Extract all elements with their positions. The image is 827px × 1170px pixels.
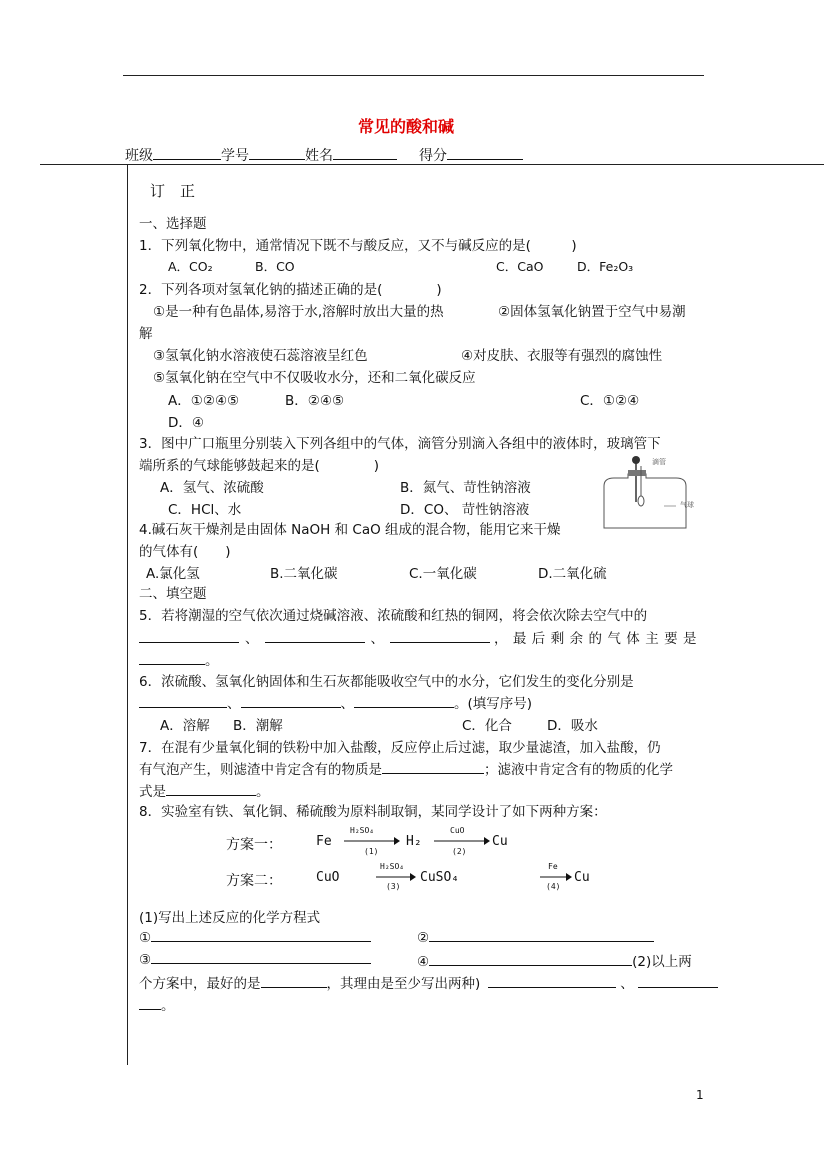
- header-fields: [125, 145, 523, 165]
- scheme-2-mid: CuSO₄: [420, 870, 460, 885]
- q8-reason-blank-2-cont[interactable]: [139, 996, 161, 1010]
- id-label: 学号: [221, 148, 249, 164]
- q8-part-1: (1)写出上述反应的化学方程式: [139, 910, 321, 926]
- q4-option-d: D.二氧化硫: [538, 566, 607, 582]
- q6-blank-1[interactable]: [139, 694, 227, 708]
- q8-reason-blank-2[interactable]: [638, 974, 718, 988]
- q4-line-1: 4.碱石灰干燥剂是由固体 NaOH 和 CaO 组成的混合物，能用它来干燥: [139, 522, 561, 538]
- page-title: 常见的酸和碱: [358, 117, 455, 136]
- q2-statement-5: ⑤氢氧化钠在空气中不仅吸收水分，还和二氧化碳反应: [153, 370, 476, 386]
- q3-option-b: B．氮气、苛性钠溶液: [400, 480, 531, 496]
- scheme-1-step-1: (1): [364, 847, 379, 856]
- scheme-1-step-2: (2): [452, 847, 467, 856]
- scheme-1-mid: H₂: [406, 834, 422, 849]
- q2-statement-2: ②固体氢氧化钠置于空气中易潮: [498, 304, 686, 320]
- q6-blank-3[interactable]: [354, 694, 454, 708]
- sidebar-note: 订 正: [150, 182, 196, 200]
- top-rule: [123, 75, 704, 76]
- q5-line-1: 5．若将潮湿的空气依次通过烧碱溶液、浓硫酸和红热的铜网，将会依次除去空气中的: [139, 608, 648, 624]
- q1-option-c: C．CaO: [496, 259, 544, 274]
- scheme-1-arrow-2: [434, 836, 490, 846]
- name-label: 姓名: [305, 148, 333, 164]
- q4-option-a: A.氯化氢: [146, 566, 200, 582]
- scheme-2-reagent-1: H₂SO₄: [380, 862, 405, 871]
- q8-part-2: (2)以上两: [632, 954, 692, 970]
- q8-equation-row-1b: [417, 928, 654, 946]
- q3-apparatus-figure: [598, 452, 698, 532]
- q4-line-2: 的气体有( ): [139, 544, 231, 560]
- q7-line-1: 7．在混有少量氧化铜的铁粉中加入盐酸，反应停止后过滤，取少量滤渣，加入盐酸，仍: [139, 740, 661, 756]
- scheme-2-arrow-1: [376, 872, 416, 882]
- q5-blank-4[interactable]: [139, 651, 205, 665]
- q5-blank-2[interactable]: [265, 629, 365, 643]
- eq-blank-4[interactable]: [429, 952, 632, 966]
- q6-blank-2[interactable]: [241, 694, 341, 708]
- q2-stem: 2．下列各项对氢氧化钠的描述正确的是( ): [139, 282, 442, 298]
- q7-line-3: [139, 780, 270, 800]
- scheme-2: [226, 860, 606, 892]
- q7-line-3-text: 式是: [139, 784, 166, 800]
- q8-stem: 8．实验室有铁、氧化铜、稀硫酸为原料制取铜，某同学设计了如下两种方案：: [139, 804, 607, 820]
- q7-end: 。: [256, 784, 270, 800]
- scheme-1: [226, 826, 606, 858]
- section-heading-choice: 一、选择题: [139, 216, 207, 232]
- q4-option-b: B.二氧化碳: [270, 566, 338, 582]
- q5-line-2-tail: ，最后剩余的气体主要是: [494, 631, 702, 647]
- q6-option-d: D．吸水: [547, 718, 598, 734]
- q7-line-2-text: 有气泡产生，则滤渣中肯定含有的物质是: [139, 762, 382, 778]
- q6-option-c: C．化合: [462, 718, 512, 734]
- q6-hint: 。(填写序号): [454, 696, 533, 712]
- q6-line-2: [139, 692, 532, 712]
- q1-option-b: B．CO: [255, 259, 295, 274]
- q8-end: 。: [161, 998, 175, 1014]
- q2-statement-2-cont: 解: [139, 326, 153, 342]
- q8-equation-row-1: [139, 928, 371, 946]
- class-blank[interactable]: [153, 146, 221, 160]
- scheme-1-reagent-2: CuO: [450, 826, 465, 835]
- q6-sep-1: 、: [227, 696, 241, 712]
- q7-line-2: [139, 758, 673, 778]
- q6-option-a: A．溶解: [160, 718, 210, 734]
- q8-equation-row-2b: [417, 950, 692, 970]
- eq-marker-4: ④: [417, 954, 430, 970]
- q3-figure-label-balloon: 气球: [680, 501, 694, 509]
- q5-sep-1: 、: [245, 631, 259, 647]
- scheme-2-step-2: (4): [546, 882, 561, 891]
- eq-marker-2: ②: [417, 930, 430, 946]
- eq-blank-1[interactable]: [151, 928, 371, 942]
- eq-blank-2[interactable]: [429, 928, 654, 942]
- q7-blank-2[interactable]: [166, 782, 256, 796]
- name-blank[interactable]: [333, 146, 397, 160]
- q2-option-d: D．④: [168, 415, 204, 431]
- class-label: 班级: [125, 148, 153, 164]
- score-label: 得分: [419, 148, 447, 164]
- q3-option-c: C．HCl、水: [168, 502, 242, 518]
- header-rule: [40, 164, 824, 165]
- scheme-1-start: Fe: [316, 834, 332, 849]
- q7-blank-1[interactable]: [382, 760, 484, 774]
- q2-statement-1: ①是一种有色晶体,易溶于水,溶解时放出大量的热: [153, 304, 444, 320]
- eq-marker-1: ①: [139, 930, 152, 946]
- section-heading-fill: 二、填空题: [139, 586, 207, 602]
- q5-line-3: [139, 649, 219, 669]
- q3-line-2: 端所系的气球能够鼓起来的是( ): [139, 458, 380, 474]
- q5-blank-3[interactable]: [390, 629, 490, 643]
- q2-option-c: C．①②④: [580, 393, 640, 409]
- scheme-1-arrow-1: [344, 836, 400, 846]
- q5-end: 。: [205, 653, 219, 669]
- q2-statement-3: ③氢氧化钠水溶液使石蕊溶液呈红色: [153, 348, 368, 364]
- scheme-2-reagent-2: Fe: [548, 862, 558, 871]
- q3-option-d: D．CO、 苛性钠溶液: [400, 502, 530, 518]
- q1-option-d: D．Fe₂O₃: [577, 259, 634, 274]
- q8-sep: 、: [620, 976, 634, 992]
- q5-blank-1[interactable]: [139, 629, 239, 643]
- q7-line-2-tail: ；滤液中肯定含有的物质的化学: [484, 762, 673, 778]
- scheme-2-end: Cu: [574, 870, 590, 885]
- q5-sep-2: 、: [370, 631, 384, 647]
- q3-figure-label-dropper: 滴管: [652, 458, 666, 466]
- id-blank[interactable]: [249, 146, 305, 160]
- q5-line-2: [139, 627, 702, 647]
- eq-marker-3: ③: [139, 952, 152, 968]
- scheme-2-arrow-2: [540, 872, 572, 882]
- q2-option-b: B．②④⑤: [285, 393, 345, 409]
- q1-stem: 1．下列氧化物中，通常情况下既不与酸反应，又不与碱反应的是( ): [139, 238, 577, 254]
- q8-part-3b: ，其理由是至少写出两种): [326, 976, 481, 992]
- q8-reason-line-2: [139, 994, 175, 1014]
- q6-option-b: B．潮解: [233, 718, 283, 734]
- scheme-1-end: Cu: [492, 834, 508, 849]
- q8-best-blank[interactable]: [261, 974, 327, 988]
- q8-part-3a: 个方案中，最好的是: [139, 976, 261, 992]
- margin-rule: [127, 165, 128, 1065]
- q2-statement-4: ④对皮肤、衣服等有强烈的腐蚀性: [461, 348, 663, 364]
- q8-reason-line: [139, 972, 718, 992]
- scheme-2-label: 方案二：: [226, 873, 282, 889]
- q3-line-1: 3．图中广口瓶里分别装入下列各组中的气体，滴管分别滴入各组中的液体时，玻璃管下: [139, 436, 661, 452]
- q6-line-1: 6．浓硫酸、氢氧化钠固体和生石灰都能吸收空气中的水分，它们发生的变化分别是: [139, 674, 634, 690]
- q4-option-c: C.一氧化碳: [409, 566, 477, 582]
- q1-option-a: A．CO₂: [168, 259, 213, 274]
- q8-reason-blank-1[interactable]: [488, 974, 616, 988]
- q6-sep-2: 、: [340, 696, 354, 712]
- score-blank[interactable]: [447, 146, 523, 160]
- eq-blank-3[interactable]: [151, 950, 371, 964]
- q2-option-a: A．①②④⑤: [168, 393, 240, 409]
- q8-equation-row-2: [139, 950, 371, 968]
- page-number: 1: [696, 1088, 704, 1102]
- scheme-2-start: CuO: [316, 870, 340, 885]
- scheme-2-step-1: (3): [386, 882, 401, 891]
- q3-option-a: A．氢气、浓硫酸: [160, 480, 264, 496]
- scheme-1-reagent-1: H₂SO₄: [350, 826, 375, 835]
- scheme-1-label: 方案一：: [226, 837, 282, 853]
